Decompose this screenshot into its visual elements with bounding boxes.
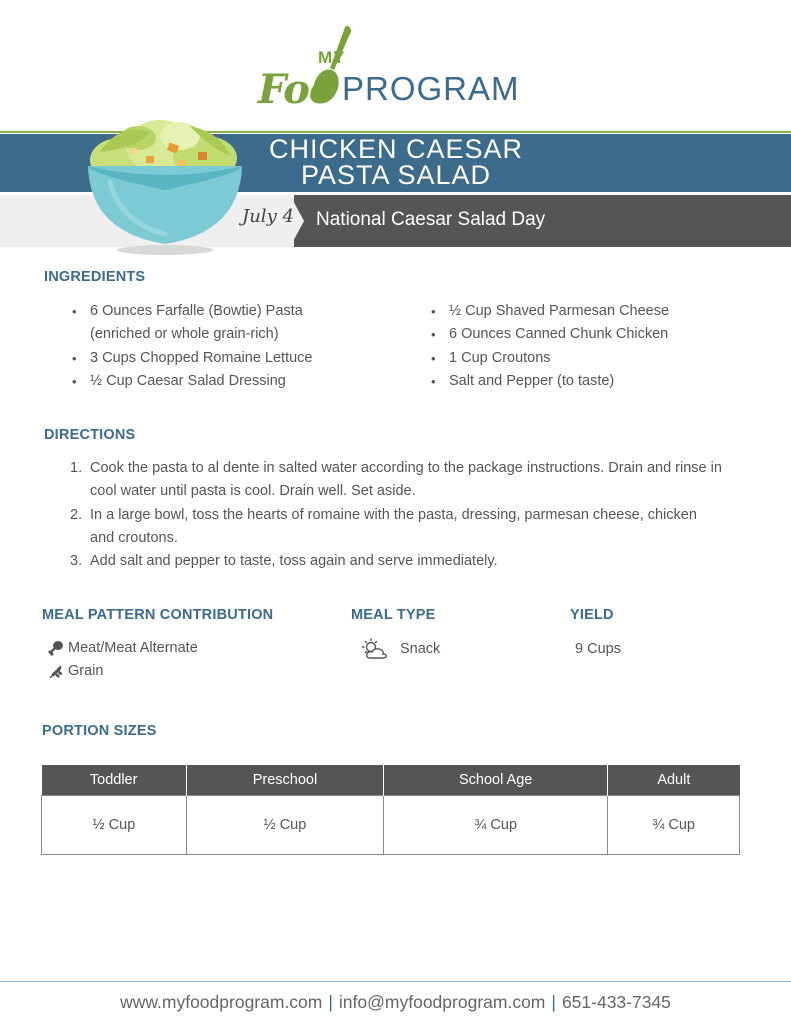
portion-toddler: ½ Cup — [42, 795, 187, 854]
footer-website-link[interactable]: www.myfoodprogram.com — [120, 992, 323, 1012]
meal-type-value: Snack — [361, 638, 440, 660]
meal-pattern-heading: MEAL PATTERN CONTRIBUTION — [42, 607, 274, 623]
ingredients-list-right — [429, 300, 749, 393]
ingredients-list-left — [70, 300, 410, 393]
yield-value: 9 Cups — [575, 641, 621, 657]
ingredient-item: • 1 Cup Croutons — [429, 347, 749, 370]
direction-step: 1. Cook the pasta to al dente in salted water according to the package instructions. Drain and rinse in cool water until pasta is cool. Drain well. Set aside. — [70, 460, 722, 500]
portion-sizes-table — [41, 765, 740, 855]
day-name: National Caesar Salad Day — [316, 209, 546, 230]
recipe-title-line1: CHICKEN CAESAR — [268, 134, 524, 164]
portion-adult: ¾ Cup — [608, 795, 740, 854]
column-header-preschool: Preschool — [186, 765, 383, 795]
column-header-toddler: Toddler — [42, 765, 187, 795]
meal-type-heading: MEAL TYPE — [351, 607, 436, 623]
yield-heading: YIELD — [570, 607, 614, 623]
meal-pattern-meat: Meat/Meat Alternate — [48, 640, 198, 656]
sun-cloud-icon — [361, 638, 389, 660]
directions-heading: DIRECTIONS — [44, 427, 136, 443]
drumstick-icon — [48, 640, 64, 656]
footer: www.myfoodprogram.com | info@myfoodprogram.com | 651-433-7345 — [120, 992, 671, 1012]
footer-phone[interactable]: 651-433-7345 — [561, 992, 671, 1012]
footer-email-link[interactable]: info@myfoodprogram.com — [338, 992, 546, 1012]
salad-bowl-image — [80, 112, 250, 257]
ingredient-item: • Salt and Pepper (to taste) — [429, 370, 749, 393]
brand-logo — [256, 22, 546, 112]
direction-step: 2. In a large bowl, toss the hearts of romaine with the pasta, dressing, parmesan cheese, chicken and croutons. — [70, 506, 697, 546]
logo-program-text: PROGRAM — [342, 70, 520, 107]
wheat-icon — [48, 663, 64, 679]
portion-sizes-heading: PORTION SIZES — [42, 723, 157, 739]
table-header-row — [42, 765, 740, 795]
directions-list — [70, 457, 750, 573]
meal-pattern-grain: Grain — [48, 663, 103, 679]
ingredient-item: • 3 Cups Chopped Romaine Lettuce — [70, 347, 410, 370]
ingredient-item: • 6 Ounces Canned Chunk Chicken — [429, 323, 749, 346]
logo-my-text: MY — [318, 48, 346, 67]
table-row — [42, 795, 740, 854]
column-header-adult: Adult — [608, 765, 740, 795]
direction-step: 3. Add salt and pepper to taste, toss again and serve immediately. — [70, 553, 498, 570]
ingredient-item: • ½ Cup Caesar Salad Dressing — [70, 370, 410, 393]
ingredient-item: • ½ Cup Shaved Parmesan Cheese — [429, 300, 749, 323]
footer-divider — [0, 981, 791, 982]
column-header-school-age: School Age — [384, 765, 608, 795]
logo-food-text: Foo — [258, 66, 335, 113]
day-date: July 4 — [242, 206, 294, 227]
recipe-title — [200, 136, 592, 188]
ingredients-heading: INGREDIENTS — [44, 269, 146, 285]
portion-school-age: ¾ Cup — [384, 795, 608, 854]
portion-preschool: ½ Cup — [186, 795, 383, 854]
ingredient-item: • 6 Ounces Farfalle (Bowtie) Pasta (enriched or whole grain-rich) — [70, 300, 410, 347]
recipe-title-line2: PASTA SALAD — [300, 160, 492, 190]
